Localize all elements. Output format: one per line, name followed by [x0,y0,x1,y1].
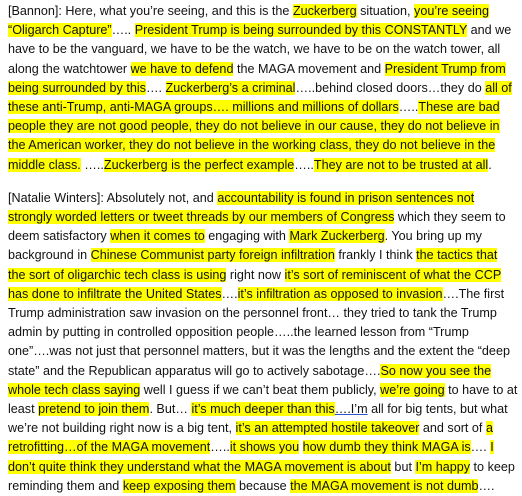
text-run: but [390,459,416,474]
text-run: ….. [294,157,314,172]
text-run: frankly I think [334,248,417,263]
highlighted-text: President Trump from being surrounded by this [8,61,506,95]
text-run: situation, [356,4,415,18]
highlighted-text: I’m happy [415,459,471,474]
highlighted-text: it’s an attempted hostile takeover [235,421,420,436]
text-run: ….. [80,157,104,172]
highlighted-text: it’s sort of reminiscent of what the CCP has done to infiltrate the United States [8,267,502,301]
text-run: . But… [149,402,192,417]
highlighted-text: a retrofitting…of the MAGA movement [8,421,493,455]
text-run: right now [226,267,285,282]
text-run: engaging with [204,229,290,244]
highlighted-text: you’re seeing “Oligarch Capture” [8,4,489,38]
text-run: …. [470,440,491,455]
highlighted-text: it’s infiltration as opposed to invasion [237,286,443,301]
text-run: . [488,157,492,172]
highlighted-text: Chinese Communist party foreign infiltration [90,248,335,263]
text-run: ….I’m [334,402,368,417]
text-run: which they seem to deem satisfactory [8,210,506,244]
highlighted-text: we have to defend [130,61,234,76]
text-run: [Natalie Winters]: Absolutely not, and [8,190,218,205]
highlighted-text: the tactics that the sort of oligarchic tech class is using [8,248,498,282]
text-run: …..behind closed doors…they do [295,80,486,95]
highlighted-text: I don’t quite think they understand what the MAGA movement is about [8,440,494,474]
highlighted-text: pretend to join them [38,402,150,417]
highlighted-text: These are bad people they are not good people, they do not believe in our cause, they do not believe in the American worker, they do not believe in the working class, they do not believe in the middle class. [8,100,500,172]
text-run: …. [478,478,495,493]
text-run: ….. [210,440,230,455]
text-run: all for big tents, but what we’re not building right now is a big tent, [8,402,508,436]
text-run: the MAGA movement and [233,61,385,76]
text-run: to have to at least [8,382,518,417]
bannon-paragraph [8,2,518,175]
highlighted-text: They are not to be trusted at all [313,157,489,172]
highlighted-text: all of these anti-Trump, anti-MAGA groups…. millions and millions of dollars [8,80,512,115]
highlighted-text: how dumb they think MAGA is [302,440,471,455]
text-run: . You bring up my background in [8,229,482,263]
highlighted-text: Mark Zuckerberg [289,229,385,244]
highlighted-text: Zuckerberg is the perfect example [103,157,295,172]
text-run: …. [221,286,238,301]
text-run: ….. [111,23,135,38]
highlighted-text: the MAGA movement is not dumb [290,478,479,493]
highlighted-text: accountability is found in prison sentences not strongly worded letters or tweet threads by our members of Congress [8,190,475,225]
highlighted-text: it shows you [229,440,300,455]
highlighted-text: we’re going [380,382,445,397]
highlighted-text: Zuckerberg [292,4,357,18]
highlighted-text: So now you see the whole tech class saying [8,363,492,397]
highlighted-text: President Trump is being surrounded by this CONSTANTLY [134,23,468,38]
highlighted-text: Zuckerberg’s a criminal [165,80,296,95]
text-run: to keep reminding them and [8,459,515,493]
text-run: and we have to be the vanguard, we have to be the watch, we have to be on the watch tower, all along the watchtower [8,23,512,76]
text-run: …. [145,80,166,95]
highlighted-text: keep exposing them [122,478,236,493]
highlighted-text: it’s much deeper than this [191,402,335,417]
text-run: ….The first Trump administration saw invasion on the personnel front… they tried to tank the Trump admin by putting in controlled opposition people…..the learned lesson from “Trump one”….was not just that personnel matters, but it was the lengths and the extent the “deep state” and the Republican apparatus will go to actively sabotage…. [8,286,510,378]
winters-paragraph [8,189,518,496]
text-run: because [235,478,291,493]
text-run: well I guess if we can’t beat them publicly, [140,382,381,397]
highlighted-text: when it comes to [110,229,205,244]
text-run: and sort of [419,421,486,436]
text-run: ….. [398,100,419,115]
text-run: [Bannon]: Here, what you’re seeing, and this is the [8,4,293,18]
